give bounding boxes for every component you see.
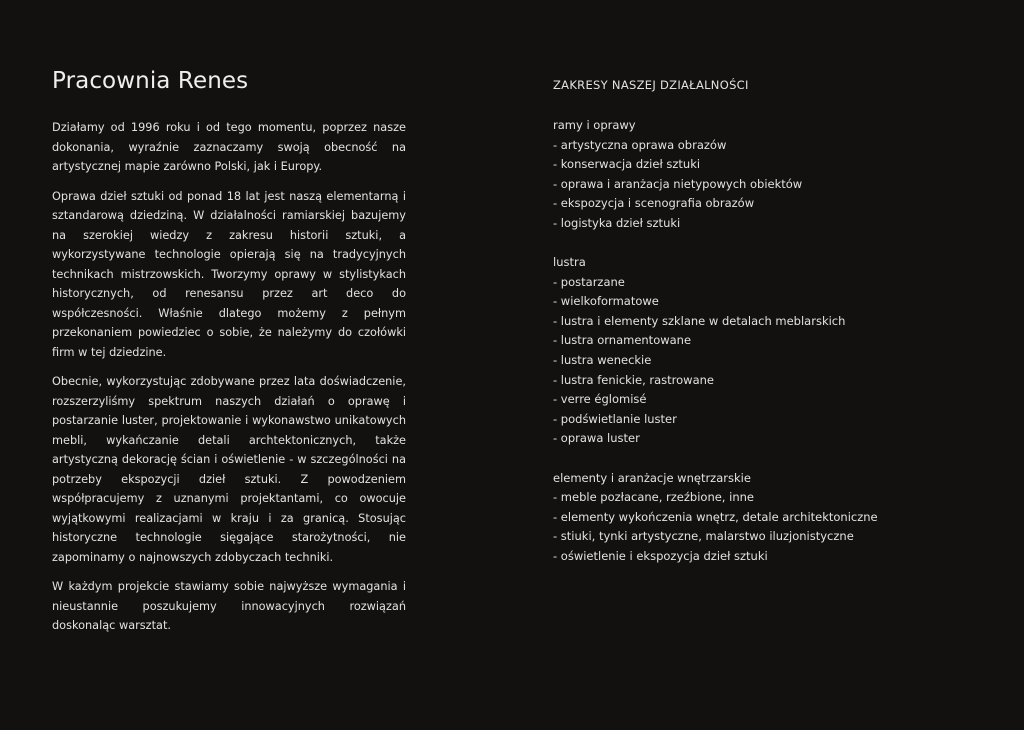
service-item: - podświetlanie luster [553,411,677,426]
service-item: - verre églomisé [553,392,647,407]
services-column [553,75,973,586]
services-heading: ZAKRESY NASZEJ DZIAŁALNOŚCI [553,78,749,92]
page-title: Pracownia Renes [52,68,249,94]
service-item: - ekspozycja i scenografia obrazów [553,196,755,211]
service-group-interiors [553,469,973,567]
service-item: - konserwacja dzieł sztuki [553,157,701,172]
service-group-title: elementy i aranżacje wnętrzarskie [553,470,751,485]
service-group-frames [553,116,973,234]
service-item: - logistyka dzieł sztuki [553,215,681,230]
about-column [52,66,406,646]
service-item: - wielkoformatowe [553,294,659,309]
expansion-paragraph: Obecnie, wykorzystując zdobywane przez lata doświadczenie, rozszerzyliśmy spektrum naszych działań o oprawę i postarzanie luster, projektowanie i wykonawstwo unikatowych mebli, wykańczanie detali archtektonicznych, także artystyczną dekorację ścian i oświetlenie - w szczególności na potrzeby ekspozycji dzieł sztuki. Z powodzeniem współpracujemy z uznanymi projektantami, co owocuje wyjątkowymi realizacjami w kraju i za granicą. Stosując historyczne technologie sięgające starożytności, nie zapominamy o najnowszych zdobyczach techniki. [52,375,406,564]
service-item: - lustra weneckie [553,353,652,368]
service-item: - oświetlenie i ekspozycja dzieł sztuki [553,548,768,563]
service-group-title: lustra [553,255,586,270]
service-item: - stiuki, tynki artystyczne, malarstwo iluzjonistyczne [553,529,854,544]
service-item: - elementy wykończenia wnętrz, detale architektoniczne [553,509,878,524]
service-group-mirrors [553,253,973,449]
service-item: - artystyczna oprawa obrazów [553,137,727,152]
service-item: - postarzane [553,274,625,289]
service-item: - oprawa luster [553,431,640,446]
service-group-title: ramy i oprawy [553,118,636,132]
service-item: - meble pozłacane, rzeźbione, inne [553,490,754,505]
intro-paragraph: Działamy od 1996 roku i od tego momentu, poprzez nasze dokonania, wyraźnie zaznaczamy swoją obecność na artystycznej mapie zarówno Polski, jak i Europy. [52,121,406,173]
service-item: - lustra fenickie, rastrowane [553,372,714,387]
service-item: - lustra ornamentowane [553,333,692,348]
framing-paragraph: Oprawa dzieł sztuki od ponad 18 lat jest naszą elementarną i sztandarową dziedziną. W działalności ramiarskiej bazujemy na szerokiej wiedzy z zakresu historii sztuki, a wykorzystywane technologie opierają się na tradycyjnych technikach mistrzowskich. Tworzymy oprawy w stylistykach historycznych, od renesansu przez art deco do współczesności. Właśnie dlatego możemy z pełnym przekonaniem powiedziec o sobie, że należymy do czołówki firm w tej dziedzine. [52,189,406,359]
closing-paragraph: W każdym projekcie stawiamy sobie najwyższe wymagania i nieustannie poszukujemy innowacyjnych rozwiązań doskonaląc warsztat. [52,580,406,632]
service-item: - oprawa i aranżacja nietypowych obiektów [553,176,803,191]
service-item: - lustra i elementy szklane w detalach meblarskich [553,313,846,328]
